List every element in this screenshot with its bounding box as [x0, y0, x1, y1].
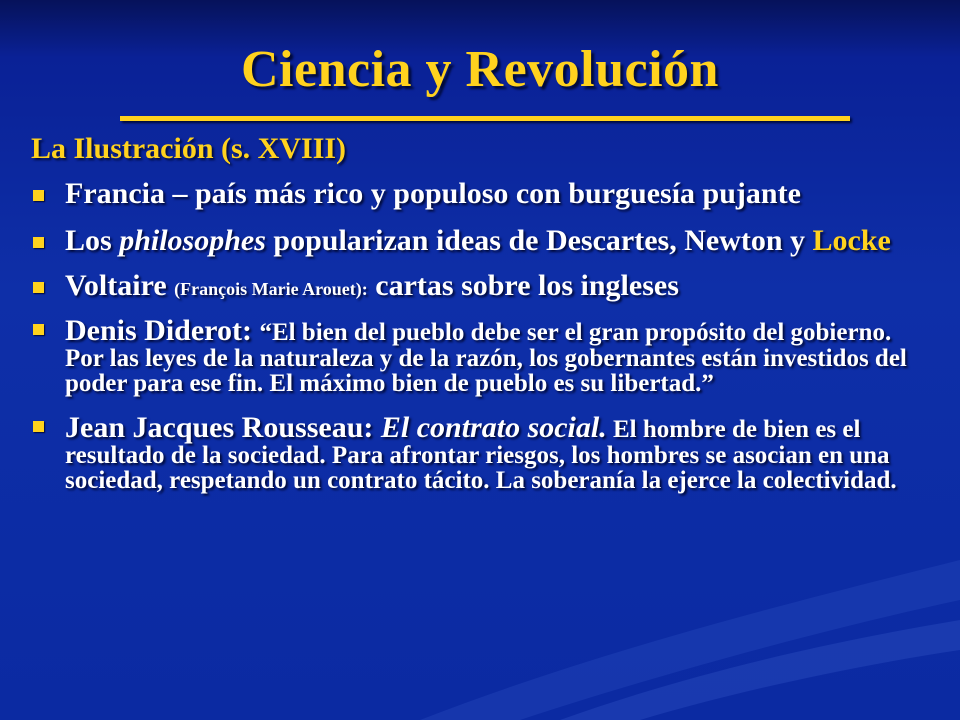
bullet-small-note: (François Marie Arouet): — [174, 279, 368, 299]
bullet-rousseau — [30, 412, 935, 493]
bullet-voltaire — [30, 270, 935, 305]
bullet-name: Jean Jacques Rousseau: — [65, 411, 381, 444]
bullet-text-pre: Los — [65, 224, 120, 257]
bullet-list — [30, 178, 935, 493]
bullet-square-icon — [33, 282, 44, 293]
slide-title: Ciencia y Revolución — [241, 41, 719, 98]
bullet-text-highlight: Locke — [812, 224, 891, 257]
bullet-name: Voltaire — [65, 269, 175, 302]
bullet-text: Francia – país más rico y populoso con burguesía pujante — [65, 177, 801, 210]
bullet-square-icon — [33, 421, 44, 432]
bullet-diderot — [30, 315, 935, 396]
bullet-philosophes — [30, 225, 935, 256]
bullet-text-italic: philosophes — [119, 224, 266, 257]
slide-subtitle: La Ilustración (s. XVIII) — [31, 132, 347, 165]
bullet-square-icon — [33, 190, 44, 201]
title-underline — [120, 116, 850, 121]
bullet-text-rest: El hombre de bien es el resultado de la sociedad. Para afrontar riesgos, los hombres se asocian en una sociedad, respetando un contrato tácito. La soberanía la ejerce la colectividad. — [65, 416, 897, 494]
bullet-quote: “El bien del pueblo debe ser el gran propósito del gobierno. Por las leyes de la naturaleza y de la razón, los gobernantes están investidos del poder para ese fin. El máximo bien de pueblo es su libertad.” — [65, 319, 907, 397]
bullet-square-icon — [33, 237, 44, 248]
bullet-text-mid: popularizan ideas de Descartes, Newton y — [265, 224, 813, 257]
bullet-name: Denis Diderot: — [65, 314, 260, 347]
bullet-francia — [30, 178, 935, 209]
bullet-text-rest: cartas sobre los ingleses — [367, 269, 679, 302]
bullet-square-icon — [33, 324, 44, 335]
bullet-work-title: El contrato social. — [380, 411, 607, 444]
